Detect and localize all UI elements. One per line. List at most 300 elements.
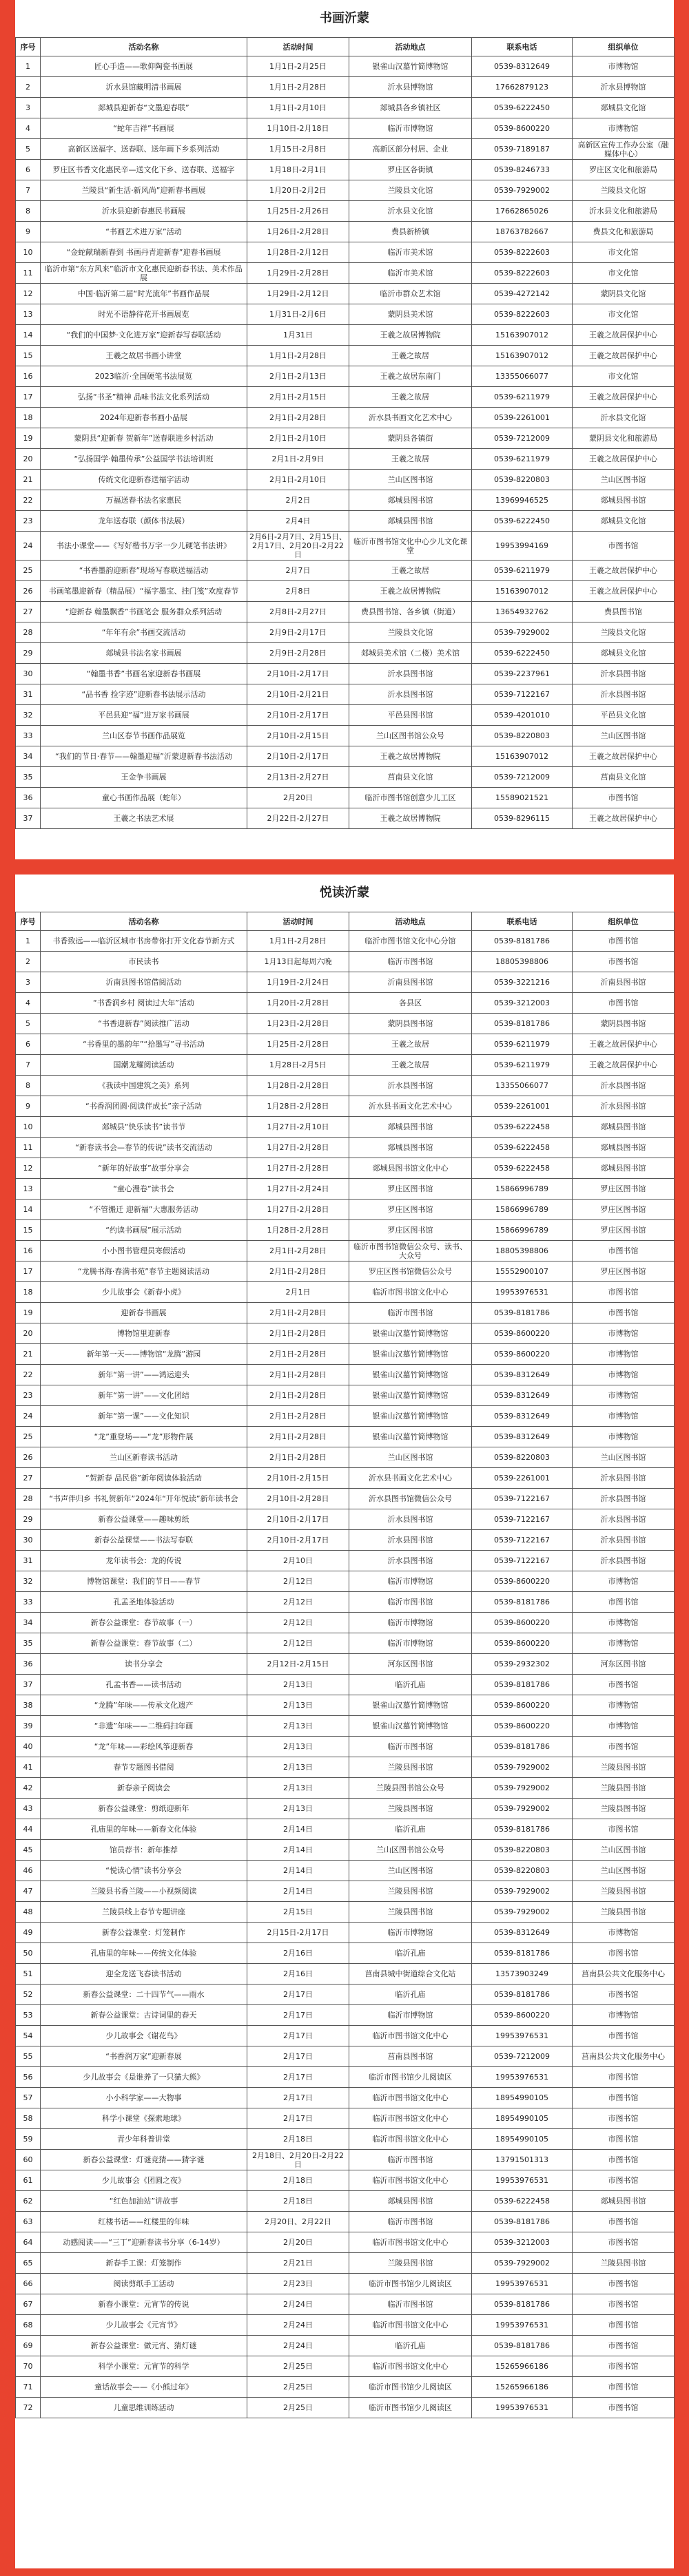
table-row [16,1468,675,1489]
cell-contact-phone: 19953976531 [472,2398,573,2418]
cell-organizer: 市图书馆 [573,2232,675,2253]
cell-event-venue: 临沂市图书馆文化中心 [349,2356,472,2377]
cell-organizer: 兰山区图书馆 [573,470,675,490]
cell-col-index: 21 [16,470,41,490]
cell-event-name: 儿童思维训练活动 [41,2398,247,2418]
cell-event-venue: 临沂市图书馆文化中心 [349,1282,472,1303]
cell-event-time: 2月25日 [247,2356,349,2377]
cell-event-time: 2月13日 [247,1757,349,1778]
cell-contact-phone: 0539-8181786 [472,1737,573,1757]
cell-contact-phone: 0539-8181786 [472,1819,573,1840]
cell-event-time: 2月10日-2月17日 [247,1509,349,1530]
cell-col-index: 35 [16,767,41,788]
cell-event-time: 1月1日-2月28日 [247,346,349,366]
cell-event-venue: 王羲之故居 [349,346,472,366]
cell-col-index: 48 [16,1902,41,1923]
cell-event-venue: 莒南县城中街道综合文化站 [349,1964,472,1985]
table-row [16,1138,675,1158]
cell-organizer: 沂水县图书馆 [573,1551,675,1571]
cell-col-index: 68 [16,2315,41,2336]
cell-contact-phone: 0539-7212009 [472,767,573,788]
table-row [16,1303,675,1323]
cell-event-venue: 郯城县图书馆 [349,511,472,532]
cell-col-index: 11 [16,263,41,284]
cell-contact-phone: 15163907012 [472,581,573,602]
table-row [16,2191,675,2212]
cell-contact-phone: 0539-6211979 [472,561,573,581]
cell-event-name: 新春公益课堂：剪纸迎新年 [41,1799,247,1819]
cell-event-name: “翰墨书香”书画名家迎新春书画展 [41,664,247,684]
cell-col-index: 3 [16,972,41,993]
column-header-event-venue: 活动地点 [349,912,472,931]
table-row [16,284,675,304]
cell-contact-phone: 0539-6222450 [472,511,573,532]
cell-col-index: 22 [16,490,41,511]
cell-col-index: 43 [16,1799,41,1819]
cell-contact-phone: 0539-6222458 [472,1117,573,1138]
cell-contact-phone: 0539-4272142 [472,284,573,304]
cell-contact-phone: 0539-3212003 [472,993,573,1014]
cell-contact-phone: 0539-8181786 [472,1985,573,2005]
cell-event-venue: 王羲之故居博物院 [349,746,472,767]
cell-event-time: 1月13日起每周六晚 [247,952,349,972]
cell-organizer: 市图书馆 [573,2108,675,2129]
cell-event-time: 1月26日-2月28日 [247,222,349,242]
cell-event-time: 2月17日 [247,1985,349,2005]
table-row [16,2170,675,2191]
cell-organizer: 兰山区图书馆 [573,726,675,746]
cell-organizer: 市图书馆 [573,1985,675,2005]
cell-event-time: 2月10日-2月28日 [247,1489,349,1509]
cell-organizer: 郯城县文化馆 [573,98,675,118]
cell-col-index: 13 [16,304,41,325]
cell-organizer: 郯城县文化馆 [573,511,675,532]
cell-event-venue: 王羲之故居博物院 [349,808,472,829]
cell-event-name: 科学小课堂《探索地球》 [41,2108,247,2129]
table-row [16,1840,675,1861]
cell-organizer: 郯城县图书馆 [573,1117,675,1138]
cell-event-time: 1月27日-2月28日 [247,1138,349,1158]
cell-organizer: 市博物馆 [573,2005,675,2026]
cell-event-venue: 银雀山汉墓竹简博物馆 [349,1406,472,1427]
cell-event-name: 少儿故事会《元宵节》 [41,2315,247,2336]
cell-organizer: 罗庄区图书馆 [573,1179,675,1200]
cell-event-name: 临沂市第“东方风来”临沂市文化惠民迎新春书法、美术作品展 [41,263,247,284]
cell-event-time: 1月1日-2月28日 [247,931,349,952]
table-row [16,1716,675,1737]
cell-col-index: 70 [16,2356,41,2377]
cell-contact-phone: 18954990105 [472,2108,573,2129]
cell-contact-phone: 0539-8600220 [472,1344,573,1365]
cell-organizer: 市图书馆 [573,1675,675,1695]
cell-contact-phone: 0539-7122167 [472,1509,573,1530]
section-title: 书画沂蒙 [320,11,369,25]
cell-organizer: 市博物馆 [573,1344,675,1365]
cell-organizer: 市图书馆 [573,931,675,952]
cell-contact-phone: 15265966186 [472,2377,573,2398]
cell-col-index: 4 [16,118,41,139]
table-row [16,2026,675,2046]
cell-event-venue: 兰陵县图书馆 [349,2253,472,2274]
cell-organizer: 沂水县图书馆 [573,1489,675,1509]
cell-event-name: 小小图书管理员寒假活动 [41,1241,247,1261]
cell-organizer: 王羲之故居保护中心 [573,561,675,581]
cell-col-index: 17 [16,1261,41,1282]
cell-event-time: 1月28日-2月28日 [247,1076,349,1096]
cell-event-name: 龙年送春联（颜体书法展） [41,511,247,532]
table-row [16,242,675,263]
cell-contact-phone: 0539-8600220 [472,1633,573,1654]
cell-event-venue: 临沂市美术馆 [349,242,472,263]
cell-col-index: 47 [16,1881,41,1902]
cell-col-index: 20 [16,449,41,470]
cell-col-index: 34 [16,746,41,767]
cell-contact-phone: 13355066077 [472,366,573,387]
cell-event-time: 1月25日-2月26日 [247,201,349,222]
cell-organizer: 王羲之故居保护中心 [573,581,675,602]
table-row [16,2005,675,2026]
cell-event-name: 迎新春书画展 [41,1303,247,1323]
cell-event-name: “年年有余”书画交流活动 [41,622,247,643]
table-row [16,1034,675,1055]
cell-event-venue: 银雀山汉墓竹简博物馆 [349,1427,472,1447]
cell-col-index: 11 [16,1138,41,1158]
cell-organizer: 郯城县图书馆 [573,490,675,511]
cell-organizer: 市图书馆 [573,1592,675,1613]
cell-col-index: 16 [16,1241,41,1261]
cell-event-name: “新春读书会—春节的传说”读书交流活动 [41,1138,247,1158]
cell-organizer: 罗庄区图书馆 [573,1220,675,1241]
cell-event-name: 童话故事会——《小熊过年》 [41,2377,247,2398]
section-card-calligraphy [15,0,674,859]
cell-event-time: 2月1日-2月28日 [247,1344,349,1365]
cell-event-name: 新年“第一讲”——文化团结 [41,1385,247,1406]
cell-event-name: 蒙阴县“迎新春 贺新年”送春联进乡村活动 [41,428,247,449]
cell-col-index: 26 [16,1447,41,1468]
cell-event-venue: 银雀山汉墓竹简博物馆 [349,1344,472,1365]
cell-col-index: 20 [16,1323,41,1344]
cell-contact-phone: 19953976531 [472,2026,573,2046]
cell-event-name: 弘扬“书圣”精神 品味书法文化系列活动 [41,387,247,408]
cell-organizer: 市图书馆 [573,1737,675,1757]
cell-contact-phone: 0539-8600220 [472,1695,573,1716]
cell-event-name: 中国·临沂第二届“时光流年”书画作品展 [41,284,247,304]
cell-event-time: 2月12日 [247,1571,349,1592]
cell-organizer: 沂水县图书馆 [573,1530,675,1551]
cell-col-index: 12 [16,284,41,304]
table-row [16,2150,675,2170]
cell-event-time: 2月24日 [247,2315,349,2336]
table-row [16,561,675,581]
cell-event-time: 2月1日-2月28日 [247,1241,349,1261]
cell-col-index: 41 [16,1757,41,1778]
cell-event-name: 万福送春书法名家惠民 [41,490,247,511]
cell-col-index: 7 [16,1055,41,1076]
table-row [16,931,675,952]
cell-event-venue: 兰陵县图书馆公众号 [349,1778,472,1799]
cell-organizer: 市图书馆 [573,1241,675,1261]
cell-event-venue: 临沂市图书馆少儿阅读区 [349,2377,472,2398]
table-row [16,1117,675,1138]
cell-event-name: 少儿故事会《谢花鸟》 [41,2026,247,2046]
cell-event-name: “书香迎新春”阅读推广活动 [41,1014,247,1034]
cell-event-time: 2月16日 [247,1964,349,1985]
cell-event-name: 博物馆里迎新春 [41,1323,247,1344]
cell-contact-phone: 0539-7122167 [472,1489,573,1509]
table-header [16,38,675,56]
cell-event-venue: 兰山区图书馆公众号 [349,726,472,746]
cell-col-index: 51 [16,1964,41,1985]
cell-event-time: 2月16日 [247,1943,349,1964]
table-row [16,2377,675,2398]
cell-col-index: 27 [16,1468,41,1489]
cell-contact-phone: 15866996789 [472,1179,573,1200]
table-row [16,746,675,767]
cell-event-time: 2月13日 [247,1716,349,1737]
cell-organizer: 市图书馆 [573,2294,675,2315]
cell-col-index: 53 [16,2005,41,2026]
cell-contact-phone: 0539-6222450 [472,643,573,664]
cell-col-index: 3 [16,98,41,118]
cell-contact-phone: 18805398806 [472,952,573,972]
cell-event-name: 《我读中国建筑之美》系列 [41,1076,247,1096]
column-header-event-name: 活动名称 [41,912,247,931]
cell-event-time: 2月13日-2月27日 [247,767,349,788]
table-row [16,2067,675,2088]
cell-col-index: 65 [16,2253,41,2274]
table-row [16,1158,675,1179]
cell-event-name: 平邑县迎“福”进万家书画展 [41,705,247,726]
cell-contact-phone: 0539-8181786 [472,2336,573,2356]
cell-col-index: 72 [16,2398,41,2418]
table-row [16,1282,675,1303]
cell-event-time: 2月1日-2月13日 [247,366,349,387]
cell-event-name: 兰陵县书香兰陵——小视频阅读 [41,1881,247,1902]
table-row [16,160,675,180]
cell-col-index: 4 [16,993,41,1014]
cell-organizer: 市图书馆 [573,2170,675,2191]
cell-event-venue: 郯城县图书馆文化中心 [349,1158,472,1179]
table-row [16,1592,675,1613]
cell-event-name: 郯城县迎新春“文墨迎春联” [41,98,247,118]
cell-event-time: 2月8日-2月27日 [247,602,349,622]
table-row [16,2356,675,2377]
cell-event-name: “书香墨韵迎新春”现场写春联送福活动 [41,561,247,581]
table-row [16,2046,675,2067]
cell-contact-phone: 19953976531 [472,2170,573,2191]
cell-event-name: “我们的中国梦·文化进万家”迎新春写春联活动 [41,325,247,346]
cell-organizer: 市博物馆 [573,1716,675,1737]
cell-event-time: 1月27日-2月10日 [247,1117,349,1138]
cell-event-venue: 罗庄区图书馆 [349,1179,472,1200]
cell-event-name: 王羲之书法艺术展 [41,808,247,829]
cell-organizer: 蒙阴县文化馆 [573,284,675,304]
table-row [16,470,675,490]
table-row [16,788,675,808]
cell-event-time: 2月22日-2月27日 [247,808,349,829]
cell-organizer: 市博物馆 [573,56,675,77]
cell-event-name: 新春公益课堂：灯笼制作 [41,1923,247,1943]
cell-event-venue: 临沂市图书馆文化中心 [349,2232,472,2253]
cell-event-name: 新春小课堂：元宵节的传说 [41,2294,247,2315]
cell-organizer: 兰陵县文化馆 [573,180,675,201]
table-row [16,1365,675,1385]
cell-contact-phone: 15163907012 [472,346,573,366]
cell-event-time: 1月1日-2月10日 [247,98,349,118]
cell-contact-phone: 0539-8181786 [472,2294,573,2315]
cell-organizer: 王羲之故居保护中心 [573,746,675,767]
cell-event-time: 1月31日-2月6日 [247,304,349,325]
cell-event-venue: 临沂市美术馆 [349,263,472,284]
cell-event-time: 1月28日-2月28日 [247,1220,349,1241]
cell-event-time: 2月14日 [247,1840,349,1861]
cell-event-name: 王金争书画展 [41,767,247,788]
cell-event-time: 1月20日-2月2日 [247,180,349,201]
cell-event-name: 新春亲子阅读会 [41,1778,247,1799]
cell-event-venue: 兰山区图书馆 [349,470,472,490]
cell-contact-phone: 0539-7929002 [472,2253,573,2274]
cell-event-name: “金蛇献瑞新春到 书画丹青迎新春”迎春书画展 [41,242,247,263]
cell-organizer: 市博物馆 [573,1365,675,1385]
cell-event-venue: 临沂市图书馆文化中心 [349,2088,472,2108]
cell-event-name: “非遗”年味——二维码扫年画 [41,1716,247,1737]
cell-contact-phone: 0539-7929002 [472,622,573,643]
cell-contact-phone: 0539-3221216 [472,972,573,993]
cell-event-venue: 临沂市图书馆少儿阅读区 [349,2067,472,2088]
cell-organizer: 沂南县图书馆 [573,972,675,993]
table-row [16,201,675,222]
cell-contact-phone: 13791501313 [472,2150,573,2170]
cell-event-name: 书香致远——临沂区城市书房带你打开文化春节新方式 [41,931,247,952]
cell-event-venue: 临沂市博物馆 [349,1633,472,1654]
cell-organizer: 市博物馆 [573,1385,675,1406]
table-row [16,622,675,643]
cell-event-venue: 兰陵县文化馆 [349,180,472,201]
section-card-reading [15,875,674,2568]
cell-contact-phone: 0539-6222458 [472,1158,573,1179]
table-row [16,2108,675,2129]
cell-organizer: 市图书馆 [573,2026,675,2046]
cell-event-name: 沂水县迎新春惠民书画展 [41,201,247,222]
cell-event-time: 1月1日-2月25日 [247,56,349,77]
cell-event-venue: 郯城县图书馆 [349,1138,472,1158]
cell-event-time: 2月18日 [247,2170,349,2191]
table-row [16,1943,675,1964]
table-row [16,2212,675,2232]
cell-organizer: 市图书馆 [573,1282,675,1303]
cell-organizer: 高新区宣传工作办公室（融媒体中心） [573,139,675,160]
table-row [16,808,675,829]
cell-event-time: 2月1日-2月28日 [247,1406,349,1427]
cell-event-venue: 蒙阴县美术馆 [349,304,472,325]
table-row [16,664,675,684]
cell-event-time: 2月7日 [247,561,349,581]
events-table [15,37,675,829]
cell-col-index: 14 [16,1200,41,1220]
cell-event-name: 新春公益课堂：二十四节气——雨水 [41,1985,247,2005]
cell-contact-phone: 0539-8181786 [472,1303,573,1323]
cell-col-index: 29 [16,1509,41,1530]
cell-col-index: 57 [16,2088,41,2108]
cell-event-time: 2月15日-2月17日 [247,1923,349,1943]
cell-event-name: “品书香 捡字迹”迎新春书法展示活动 [41,684,247,705]
cell-col-index: 46 [16,1861,41,1881]
cell-event-venue: 临沂孔庙 [349,1675,472,1695]
cell-contact-phone: 15589021521 [472,788,573,808]
cell-organizer: 沂水县博物馆 [573,77,675,98]
cell-contact-phone: 13355066077 [472,1076,573,1096]
cell-event-venue: 沂水县书画文化艺术中心 [349,1096,472,1117]
cell-event-name: 市民读书 [41,952,247,972]
table-row [16,1076,675,1096]
table-row [16,1055,675,1076]
cell-event-name: “迎新春 翰墨飘香”书画笔会 服务群众系列活动 [41,602,247,622]
cell-event-venue: 兰陵县图书馆 [349,1757,472,1778]
cell-event-venue: 银雀山汉墓竹简博物馆 [349,1695,472,1716]
cell-event-time: 2月9日-2月17日 [247,622,349,643]
cell-event-venue: 郯城县各乡镇社区 [349,98,472,118]
cell-contact-phone: 0539-8312649 [472,1365,573,1385]
cell-contact-phone: 0539-8312649 [472,1923,573,1943]
cell-event-time: 2月20日 [247,2232,349,2253]
cell-contact-phone: 0539-8222603 [472,242,573,263]
cell-organizer: 市图书馆 [573,2377,675,2398]
table-row [16,684,675,705]
cell-event-name: 国潮龙耀阅读活动 [41,1055,247,1076]
cell-col-index: 31 [16,684,41,705]
table-row [16,2336,675,2356]
table-row [16,1799,675,1819]
cell-event-time: 2月20日 [247,788,349,808]
cell-event-venue: 银雀山汉墓竹简博物馆 [349,1716,472,1737]
cell-event-venue: 临沂市图书馆 [349,1303,472,1323]
cell-event-time: 2月6日-2月7日、2月15日、2月17日、2月20日-2月22日 [247,532,349,561]
cell-col-index: 32 [16,1571,41,1592]
cell-event-name: “龙腾书海·春满书苑”春节主题阅读活动 [41,1261,247,1282]
cell-event-name: 兰山区春节书画作品展览 [41,726,247,746]
cell-contact-phone: 0539-7929002 [472,1757,573,1778]
cell-contact-phone: 0539-6211979 [472,387,573,408]
cell-event-time: 2月1日-2月28日 [247,408,349,428]
cell-event-time: 2月17日 [247,2108,349,2129]
cell-contact-phone: 0539-2261001 [472,1096,573,1117]
cell-event-name: 少儿故事会《是谁养了一只猫大熊》 [41,2067,247,2088]
cell-col-index: 34 [16,1613,41,1633]
cell-organizer: 市博物馆 [573,1695,675,1716]
cell-event-time: 1月27日-2月24日 [247,1179,349,1200]
column-header-event-venue: 活动地点 [349,38,472,56]
cell-event-time: 2月17日 [247,2046,349,2067]
cell-event-name: 科学小课堂：元宵节的科学 [41,2356,247,2377]
table-row [16,1757,675,1778]
cell-organizer: 王羲之故居保护中心 [573,449,675,470]
cell-col-index: 5 [16,1014,41,1034]
table-row [16,2232,675,2253]
cell-event-time: 1月1日-2月28日 [247,77,349,98]
table-row [16,449,675,470]
cell-event-name: “悦读心情”读书分享会 [41,1861,247,1881]
cell-col-index: 27 [16,602,41,622]
table-row [16,1923,675,1943]
table-row [16,1902,675,1923]
cell-contact-phone: 0539-2261001 [472,1468,573,1489]
cell-event-venue: 临沂市图书馆 [349,1592,472,1613]
cell-col-index: 9 [16,222,41,242]
cell-contact-phone: 0539-8181786 [472,1592,573,1613]
table-row [16,1220,675,1241]
cell-event-time: 2月8日 [247,581,349,602]
cell-col-index: 59 [16,2129,41,2150]
